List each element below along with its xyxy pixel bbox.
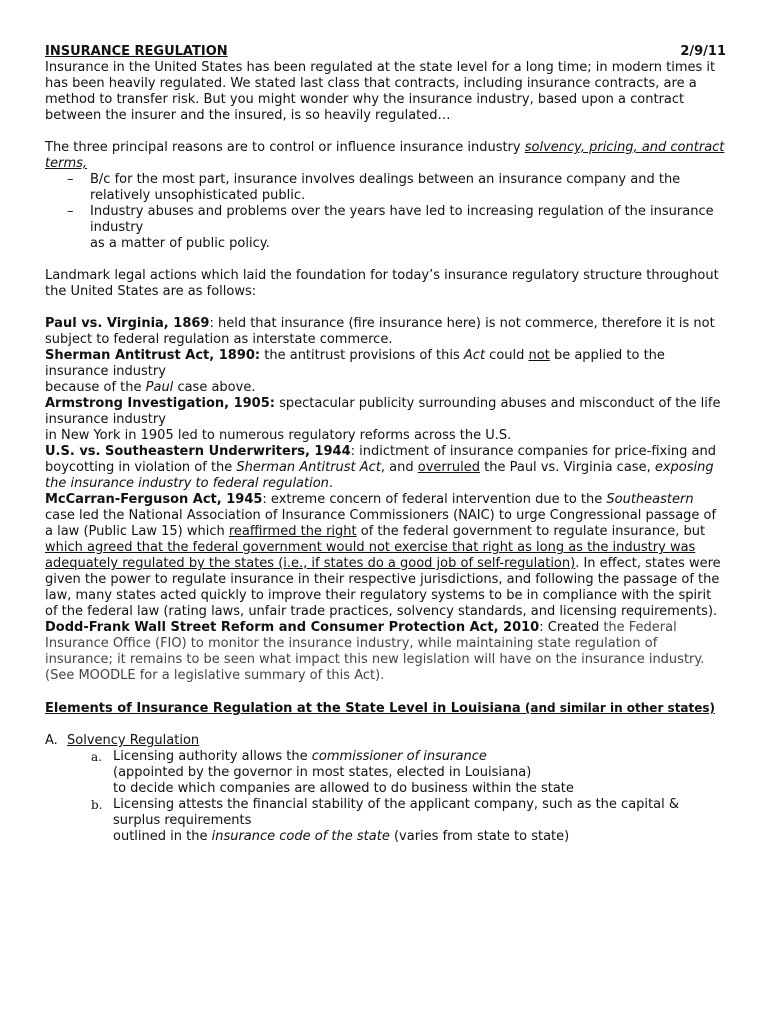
case-name: Sherman Antitrust Act, 1890: [45, 348, 261, 363]
section-title: Elements of Insurance Regulation at the State Level in Louisiana [45, 701, 521, 716]
section-a [45, 733, 725, 749]
item-text: to decide which companies are allowed to do business within the state [113, 781, 574, 796]
case-name: Dodd-Frank Wall Street Reform and Consumer Protection Act, 2010 [45, 620, 540, 635]
case-text: the Paul vs. Virginia case, [480, 460, 655, 475]
case-dodd-frank [45, 620, 725, 684]
case-name: U.S. vs. Southeastern Underwriters, 1944 [45, 444, 351, 459]
case-name: McCarran-Ferguson Act, 1945 [45, 492, 263, 507]
document-date: 2/9/11 [680, 44, 726, 59]
list-item: – B/c for the most part, insurance involves dealings between an insurance company and the relatively unsophisticated public. [67, 172, 725, 204]
section-heading [45, 700, 725, 717]
case-text: case led the National Association of Insurance Commissioners (NAIC) to urge Congressional passage of a law (Public Law 15) which [45, 508, 717, 539]
case-armstrong-cont: in New York in 1905 led to numerous regulatory reforms across the U.S. [45, 428, 512, 443]
document-title: INSURANCE REGULATION [45, 44, 228, 59]
case-armstrong [45, 396, 725, 428]
case-text: , and [380, 460, 418, 475]
case-text: : Created [539, 620, 604, 635]
case-text: Southeastern [606, 492, 694, 507]
case-paul [45, 316, 725, 348]
case-text: : held that insurance (fire insurance here) is not commerce, therefore it is not subject to federal regulation as interstate commerce. [45, 316, 715, 347]
case-text: Paul [145, 380, 174, 395]
case-text: exposing the insurance industry to federal regulation [45, 460, 714, 491]
case-text: Sherman Antitrust Act [236, 460, 381, 475]
document-body [45, 44, 725, 845]
item-text: Licensing authority allows the [113, 749, 312, 764]
case-text: be applied to the insurance industry [45, 348, 665, 379]
list-item [91, 749, 725, 797]
list-marker: a. [91, 750, 102, 764]
case-name: Armstrong Investigation, 1905: [45, 396, 275, 411]
case-text: because of the [45, 380, 146, 395]
case-sherman-cont [45, 380, 725, 396]
landmark-intro: Landmark legal actions which laid the foundation for today’s insurance regulatory structure throughout the United States are as follows: [45, 268, 719, 299]
list-item [91, 797, 725, 845]
case-text: case above. [173, 380, 256, 395]
list-marker: A. [45, 733, 58, 748]
item-text: commissioner of insurance [311, 749, 487, 764]
case-text: . [328, 476, 334, 491]
intro-paragraph: Insurance in the United States has been regulated at the state level for a long time; in modern times it has been heavily regulated. We stated last class that contracts, including insurance contracts, are a method to transfer risk. But you might wonder why the insurance industry, based upon a contract between the insurer and the insured, is so heavily regulated… [45, 60, 716, 123]
case-text: . In effect, states were given the power to regulate insurance in their respective jurisdictions, and following the passage of the law, many states acted quickly to improve their regulatory systems to be in compliance with the spirit of the federal law (rating laws, unfair trade practices, solvency standards, and licensing requirements). [45, 556, 721, 619]
item-text: insurance code of the state [211, 829, 390, 844]
section-a-label: Solvency Regulation [67, 733, 200, 748]
list-item: – Industry abuses and problems over the years have led to increasing regulation of the insurance industry [67, 204, 725, 236]
reasons-underlined: solvency, pricing, and contract terms, [45, 140, 725, 171]
list-marker: b. [91, 798, 103, 812]
case-text: : indictment of insurance companies for price-fixing and boycotting in violation of the [45, 444, 716, 475]
case-text: the Federal Insurance Office (FIO) to monitor the insurance industry, while maintaining state regulation of insurance; it remains to be seen what impact this new legislation will have on the insurance industry. (See MOODLE for a legislative summary of this Act). [45, 620, 705, 683]
case-text: the antitrust provisions of this [260, 348, 464, 363]
case-text: of the federal government to regulate insurance, but [356, 524, 706, 539]
solvency-list [45, 749, 725, 845]
case-text: which agreed that the federal government would not exercise that right as long as the industry was adequately regulated by the states (i.e., if states do a good job of self-regulation) [45, 540, 696, 571]
reasons-list [45, 172, 725, 236]
reasons-paragraph [45, 140, 725, 172]
item-text: (varies from state to state) [389, 829, 570, 844]
case-text: could [485, 348, 529, 363]
case-mccarran [45, 492, 725, 620]
case-text: spectacular publicity surrounding abuses and misconduct of the life insurance industry [45, 396, 721, 427]
case-text: Act [463, 348, 486, 363]
section-title-small: (and similar in other states) [520, 701, 716, 715]
case-text: not [528, 348, 550, 363]
item-text: Licensing attests the financial stability of the applicant company, such as the capital & surplus requirements [113, 797, 679, 828]
case-southeastern [45, 444, 725, 492]
case-text: reaffirmed the right [228, 524, 357, 539]
list-item-continuation: as a matter of public policy. [90, 236, 270, 251]
reasons-lead: The three principal reasons are to control or influence insurance industry [45, 140, 525, 155]
case-text: : extreme concern of federal intervention due to the [262, 492, 607, 507]
item-text: outlined in the [113, 829, 212, 844]
case-text: overruled [417, 460, 480, 475]
case-sherman [45, 348, 725, 380]
case-name: Paul vs. Virginia, 1869 [45, 316, 210, 331]
item-text: (appointed by the governor in most states, elected in Louisiana) [113, 765, 532, 780]
